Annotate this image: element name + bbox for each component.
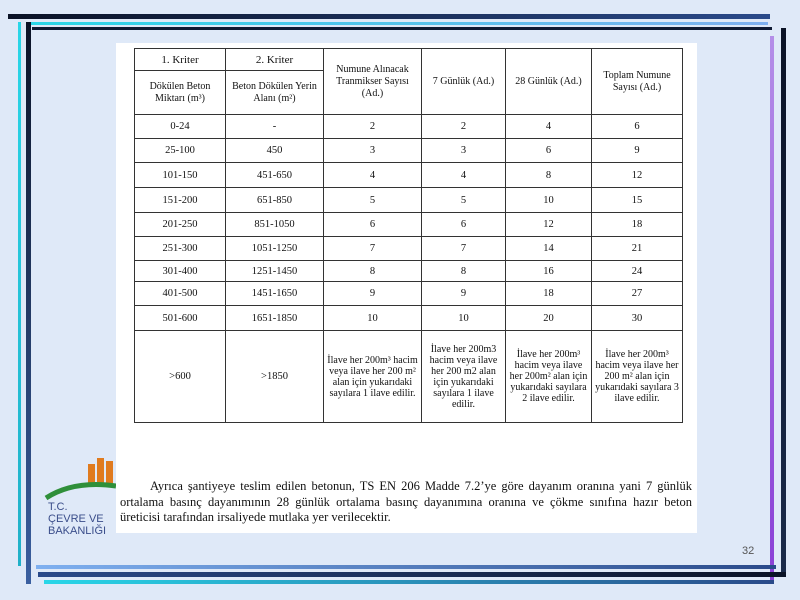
cell-area: 1451-1650 xyxy=(226,282,324,306)
table-row xyxy=(135,237,683,261)
crit2-header: 2. Kriter xyxy=(226,49,324,71)
cell-mixers: 7 xyxy=(324,237,422,261)
cell-total: 15 xyxy=(592,188,683,213)
scanned-document xyxy=(116,43,697,533)
cell-day7: 3 xyxy=(422,139,506,163)
cell-amount: 301-400 xyxy=(135,261,226,282)
top-bar-thin xyxy=(32,27,772,30)
cell-day28: 14 xyxy=(506,237,592,261)
cell-area: >1850 xyxy=(226,331,324,423)
cell-mixers: 9 xyxy=(324,282,422,306)
cell-day7: 4 xyxy=(422,163,506,188)
cell-day28: 20 xyxy=(506,306,592,331)
table-body xyxy=(135,115,683,331)
document-paragraph xyxy=(120,479,692,526)
cell-area: 451-650 xyxy=(226,163,324,188)
cell-mixers: 8 xyxy=(324,261,422,282)
criteria-table xyxy=(134,48,683,423)
right-bar-dark xyxy=(781,28,786,576)
table-row xyxy=(135,188,683,213)
cell-total: 27 xyxy=(592,282,683,306)
day7-header: 7 Günlük (Ad.) xyxy=(422,49,506,115)
table-header-row-1 xyxy=(135,49,683,71)
table-row xyxy=(135,115,683,139)
ministry-logo-text xyxy=(48,501,106,537)
crit1-header: 1. Kriter xyxy=(135,49,226,71)
amount-subheader: Dökülen Beton Miktarı (m³) xyxy=(135,71,226,115)
table-row xyxy=(135,261,683,282)
logo-line-1: T.C. xyxy=(48,501,68,513)
cell-day28: 18 xyxy=(506,282,592,306)
day28-header: 28 Günlük (Ad.) xyxy=(506,49,592,115)
cell-day7-note: İlave her 200m3 hacim veya ilave her 200 m2 alan için yukarıdaki sayılara 1 ilave edilir. xyxy=(422,331,506,423)
table-row xyxy=(135,139,683,163)
bottom-bar-blue xyxy=(36,565,776,569)
cell-day7: 7 xyxy=(422,237,506,261)
cell-mixers-note: İlave her 200m³ hacim veya ilave her 200 m² alan için yukarıdaki sayılara 1 ilave edilir. xyxy=(324,331,422,423)
cell-area: 851-1050 xyxy=(226,213,324,237)
area-subheader: Beton Dökülen Yerin Alanı (m²) xyxy=(226,71,324,115)
cell-area: 1651-1850 xyxy=(226,306,324,331)
cell-day7: 6 xyxy=(422,213,506,237)
right-bar-purple xyxy=(770,36,774,584)
cell-total: 9 xyxy=(592,139,683,163)
cell-total: 6 xyxy=(592,115,683,139)
mixer-count-header: Numune Alınacak Tranmikser Sayısı (Ad.) xyxy=(324,49,422,115)
top-bar-dark xyxy=(8,14,770,19)
cell-amount: >600 xyxy=(135,331,226,423)
cell-amount: 25-100 xyxy=(135,139,226,163)
cell-area: 1051-1250 xyxy=(226,237,324,261)
cell-area: 1251-1450 xyxy=(226,261,324,282)
cell-day7: 8 xyxy=(422,261,506,282)
cell-mixers: 2 xyxy=(324,115,422,139)
cell-amount: 0-24 xyxy=(135,115,226,139)
table-row-last xyxy=(135,331,683,423)
cell-day28: 4 xyxy=(506,115,592,139)
cell-mixers: 3 xyxy=(324,139,422,163)
table-row xyxy=(135,163,683,188)
cell-day28: 10 xyxy=(506,188,592,213)
left-bar-dark xyxy=(26,22,31,584)
cell-day28-note: İlave her 200m³ hacim veya ilave her 200m² alan için yukarıdaki sayılara 2 ilave edilir. xyxy=(506,331,592,423)
cell-total: 12 xyxy=(592,163,683,188)
cell-day28: 16 xyxy=(506,261,592,282)
cell-area: 651-850 xyxy=(226,188,324,213)
cell-amount: 501-600 xyxy=(135,306,226,331)
cell-day7: 9 xyxy=(422,282,506,306)
cell-area: 450 xyxy=(226,139,324,163)
cell-day7: 10 xyxy=(422,306,506,331)
cell-total: 24 xyxy=(592,261,683,282)
logo-line-3: BAKANLIĞI xyxy=(48,525,107,537)
top-bar-cyan xyxy=(26,22,768,25)
table-row xyxy=(135,306,683,331)
cell-amount: 251-300 xyxy=(135,237,226,261)
logo-line-2: ÇEVRE VE xyxy=(48,513,104,525)
bottom-bar-dark xyxy=(38,572,786,577)
cell-day7: 5 xyxy=(422,188,506,213)
cell-mixers: 5 xyxy=(324,188,422,213)
cell-total: 21 xyxy=(592,237,683,261)
left-bar-cyan xyxy=(18,22,21,566)
table-row xyxy=(135,213,683,237)
cell-day28: 8 xyxy=(506,163,592,188)
cell-amount: 101-150 xyxy=(135,163,226,188)
cell-day28: 6 xyxy=(506,139,592,163)
cell-amount: 401-500 xyxy=(135,282,226,306)
cell-mixers: 4 xyxy=(324,163,422,188)
paragraph-text: Ayrıca şantiyeye teslim edilen betonun, TS EN 206 Madde 7.2’ye göre dayanım oranına yani 7 günlük ortalama basınç dayanımının 28 günlük ortalama basınç dayanımına oranına ve çökme sınıfına hazır beton üreticisi tarafından irsaliyede mutlaka yer verilecektir. xyxy=(120,479,692,524)
cell-amount: 201-250 xyxy=(135,213,226,237)
cell-total-note: İlave her 200m³ hacim veya ilave her 200 m² alan için yukarıdaki sayılara 3 ilave edilir. xyxy=(592,331,683,423)
cell-amount: 151-200 xyxy=(135,188,226,213)
bottom-bar-cyan xyxy=(44,580,774,584)
table-row xyxy=(135,282,683,306)
total-header: Toplam Numune Sayısı (Ad.) xyxy=(592,49,683,115)
cell-day7: 2 xyxy=(422,115,506,139)
cell-total: 30 xyxy=(592,306,683,331)
cell-area: - xyxy=(226,115,324,139)
cell-mixers: 10 xyxy=(324,306,422,331)
cell-total: 18 xyxy=(592,213,683,237)
cell-day28: 12 xyxy=(506,213,592,237)
cell-mixers: 6 xyxy=(324,213,422,237)
page-number: 32 xyxy=(742,545,755,557)
